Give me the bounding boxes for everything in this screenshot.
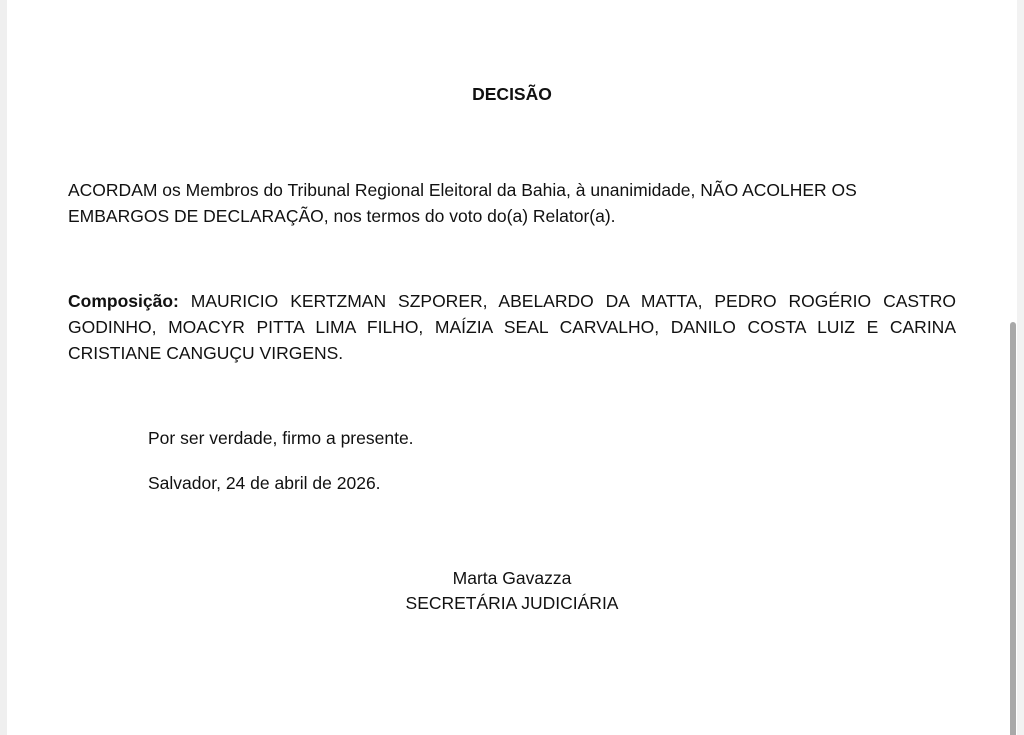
- page-left-edge: [0, 0, 7, 735]
- scrollbar-track[interactable]: [1017, 0, 1024, 735]
- place-date: Salvador, 24 de abril de 2026.: [148, 473, 381, 493]
- document-title: DECISÃO: [472, 84, 552, 104]
- scrollbar-thumb[interactable]: [1010, 322, 1016, 735]
- signatory-role: SECRETÁRIA JUDICIÁRIA: [405, 593, 619, 613]
- decision-paragraph: ACORDAM os Membros do Tribunal Regional Eleitoral da Bahia, à unanimidade, NÃO ACOLHER OS EMBARGOS DE DECLARAÇÃO, nos termos do voto do(a) Relator(a).: [68, 180, 857, 226]
- composition-paragraph: [68, 288, 956, 366]
- composition-label: Composição:: [68, 291, 179, 311]
- closing-statement: Por ser verdade, firmo a presente.: [148, 428, 414, 448]
- signature-block: [0, 566, 1024, 616]
- signatory-name: Marta Gavazza: [452, 568, 572, 588]
- composition-members: MAURICIO KERTZMAN SZPORER, ABELARDO DA MATTA, PEDRO ROGÉRIO CASTRO GODINHO, MOACYR PITTA LIMA FILHO, MAÍZIA SEAL CARVALHO, DANILO COSTA LUIZ E CARINA CRISTIANE CANGUÇU VIRGENS.: [68, 291, 956, 363]
